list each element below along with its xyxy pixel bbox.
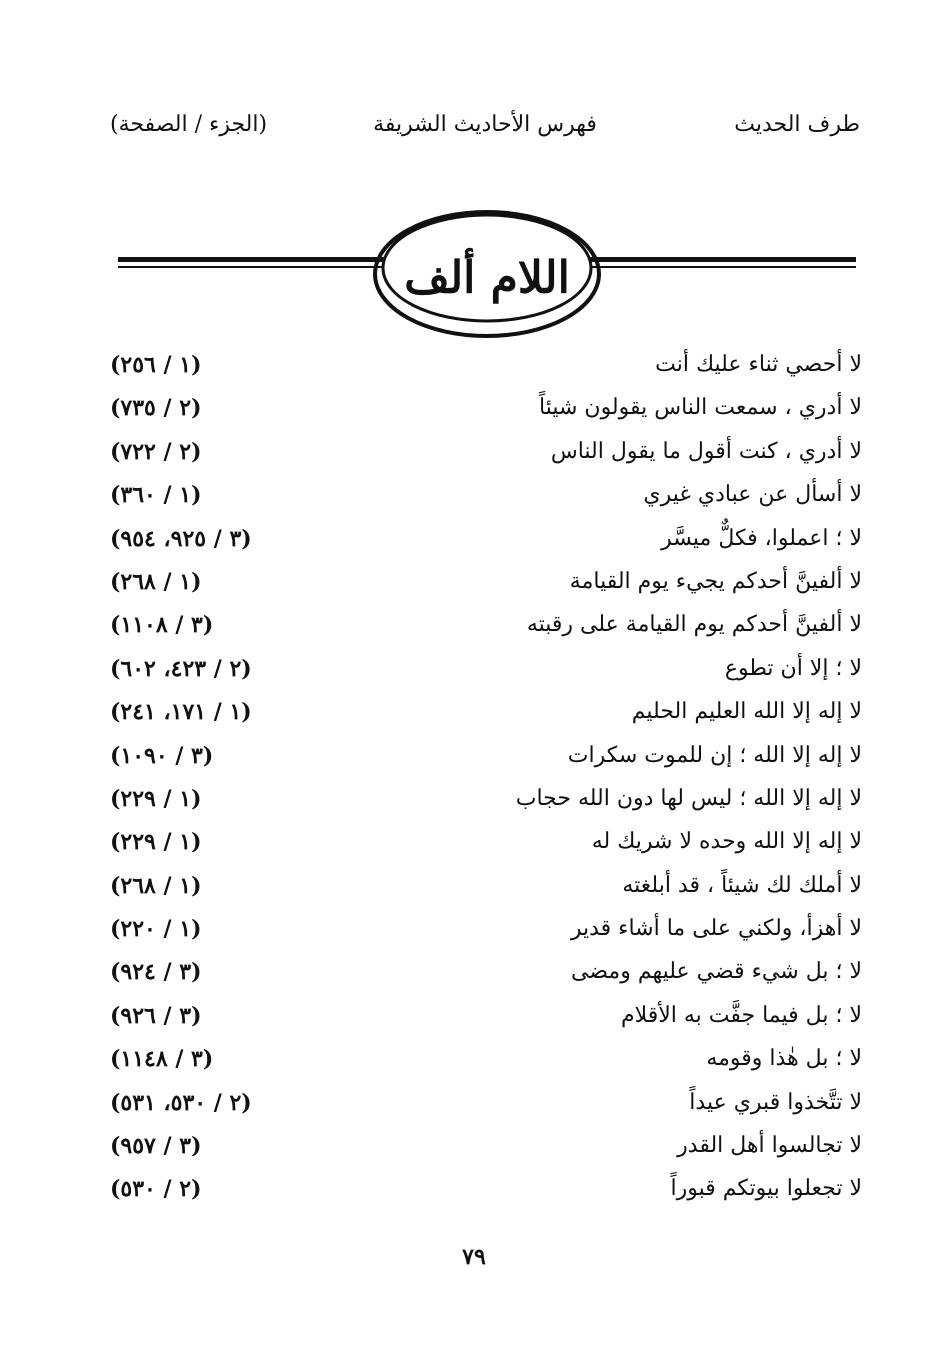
list-item [110,867,862,910]
hadith-text: لا تتَّخذوا قبري عيداً [689,1089,862,1115]
list-item [110,910,862,953]
volume-page-reference: (٣ / ١١٤٨) [110,1046,214,1073]
volume-page-reference: (٢ / ٥٣٠) [110,1176,202,1203]
running-header [110,112,860,152]
section-title: اللام ألف [404,252,570,304]
volume-page-reference: (١ / ٢٢٩) [110,785,202,812]
list-item [110,1084,862,1127]
volume-page-reference: (٣ / ٩٢٦) [110,1002,202,1029]
list-item [110,737,862,780]
hadith-text: لا أملك لك شيئاً ، قد أبلغته [622,872,862,898]
header-hadith-label: طرف الحديث [734,112,860,137]
hadith-text: لا أدري ، سمعت الناس يقولون شيئاً [539,395,862,421]
volume-page-reference: (١ / ٢٢٩) [110,829,202,856]
hadith-text: لا إله إلا الله ؛ ليس لها دون الله حجاب [515,785,862,811]
volume-page-reference: (١ / ٢٦٨) [110,872,202,899]
hadith-text: لا ؛ بل شيء قضي عليهم ومضى [571,959,862,985]
volume-page-reference: (٣ / ١١٠٨) [110,612,214,639]
hadith-text: لا ؛ اعملوا، فكلٌّ ميسَّر [661,525,862,551]
list-item [110,389,862,432]
hadith-text: لا أسأل عن عبادي غيري [643,482,862,508]
hadith-index-list [110,346,862,1214]
list-item [110,476,862,519]
volume-page-reference: (١ / ٣٦٠) [110,482,202,509]
volume-page-reference: (٢ / ٤٢٣، ٦٠٢) [110,655,252,682]
volume-page-reference: (٢ / ٧٢٢) [110,438,202,465]
hadith-text: لا ؛ بل هٰذا وقومه [706,1046,862,1072]
hadith-text: لا تجالسوا أهل القدر [677,1133,862,1159]
hadith-text: لا أهزأ، ولكني على ما أشاء قدير [570,916,862,942]
volume-page-reference: (٣ / ١٠٩٠) [110,742,214,769]
hadith-text: لا ألفينَّ أحدكم يجيء يوم القيامة [569,568,862,594]
volume-page-reference: (٣ / ٩٥٧) [110,1133,202,1160]
volume-page-reference: (٢ / ٥٣٠، ٥٣١) [110,1089,252,1116]
list-item [110,433,862,476]
list-item [110,953,862,996]
volume-page-reference: (١ / ٢٦٨) [110,568,202,595]
volume-page-reference: (٣ / ٩٢٥، ٩٥٤) [110,525,252,552]
volume-page-reference: (٣ / ٩٢٤) [110,959,202,986]
list-item [110,606,862,649]
list-item [110,520,862,563]
list-item [110,1170,862,1213]
hadith-text: لا تجعلوا بيوتكم قبوراً [670,1176,862,1202]
page-number: ٧٩ [462,1244,486,1270]
hadith-text: لا ؛ بل فيما جفَّت به الأقلام [620,1002,862,1028]
list-item [110,823,862,866]
list-item [110,693,862,736]
hadith-text: لا أحصي ثناء عليك أنت [655,352,862,377]
list-item [110,563,862,606]
volume-page-reference: (١ / ٢٥٦) [110,352,202,378]
list-item [110,1040,862,1083]
section-banner [114,200,860,350]
volume-page-reference: (٢ / ٧٣٥) [110,395,202,422]
hadith-text: لا إله إلا الله وحده لا شريك له [591,829,862,855]
hadith-text: لا ألفينَّ أحدكم يوم القيامة على رقبته [526,612,862,638]
list-item [110,650,862,693]
header-index-title: فهرس الأحاديث الشريفة [373,112,597,137]
header-volume-page-label: (الجزء / الصفحة) [110,112,268,137]
list-item [110,780,862,823]
volume-page-reference: (١ / ١٧١، ٢٤١) [110,699,252,726]
hadith-text: لا إله إلا الله ؛ إن للموت سكرات [567,742,862,768]
volume-page-reference: (١ / ٢٢٠) [110,916,202,943]
hadith-text: لا أدري ، كنت أقول ما يقول الناس [550,438,862,464]
list-item [110,997,862,1040]
hadith-text: لا ؛ إلا أن تطوع [724,655,862,681]
list-item [110,1127,862,1170]
list-item [110,346,862,389]
hadith-text: لا إله إلا الله العليم الحليم [631,699,862,725]
